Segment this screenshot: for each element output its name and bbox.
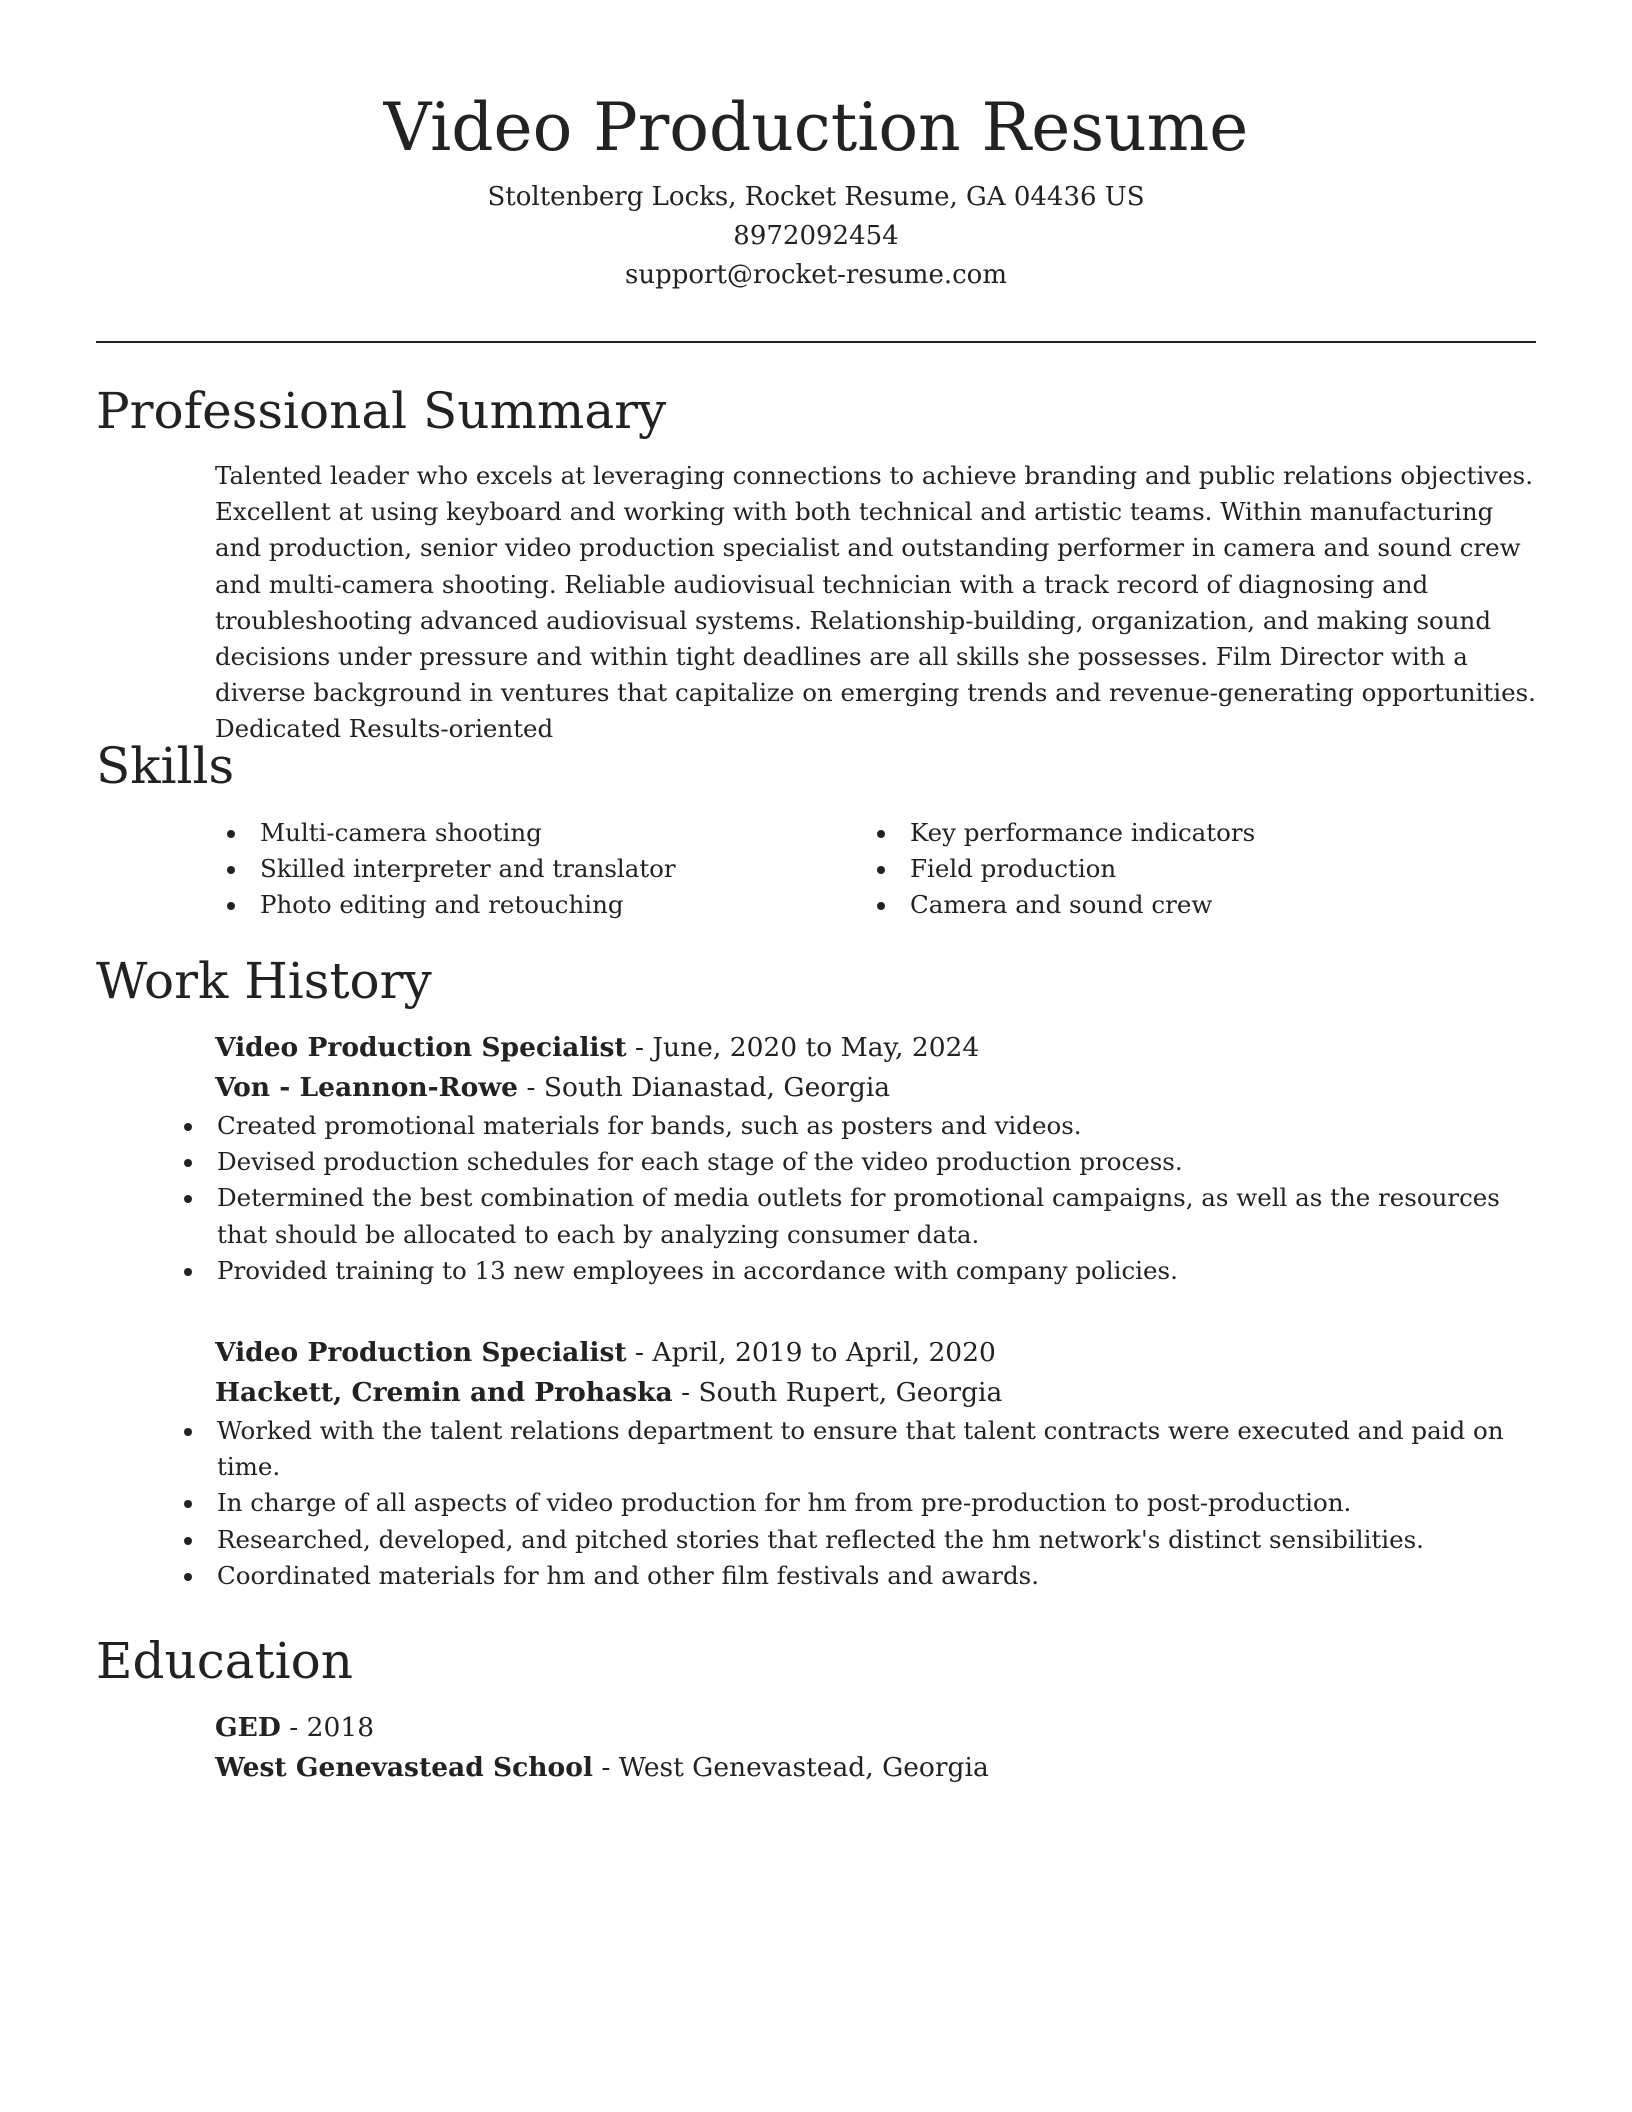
job-location: - South Rupert, Georgia	[672, 1377, 1003, 1408]
summary-text: Talented leader who excels at leveraging connections to achieve branding and public relations objectives. Excellent at using keyboard and working with both technical and artistic teams. Within manufacturing and production, senior video production specialist and outstanding performer in camera and sound crew and multi-camera shooting. Reliable audiovisual technician with a track record of diagnosing and troubleshooting advanced audiovisual systems. Relationship-building, organization, and making sound decisions under pressure and within tight deadlines are all skills she possesses. Film Director with a diverse background in ventures that capitalize on emerging trends and revenue-generating opportunities. Dedicated Results-oriented	[215, 461, 1536, 744]
work-history-heading: Work History	[96, 952, 432, 1010]
education-entry	[215, 1708, 1541, 1788]
skill-item: Photo editing and retouching	[215, 887, 865, 923]
skills-column-right	[865, 815, 1515, 924]
education-degree-line	[215, 1708, 1541, 1748]
job-role: Video Production Specialist	[215, 1032, 627, 1063]
job-duty: Determined the best combination of media outlets for promotional campaigns, as well as the resources that should be allocated to each by analyzing consumer data.	[172, 1180, 1541, 1252]
skill-item: Multi-camera shooting	[215, 815, 865, 851]
job-duties	[172, 1413, 1541, 1594]
education-degree: GED	[215, 1712, 281, 1743]
education-school: West Genevastead School	[215, 1752, 593, 1783]
resume-title: Video Production Resume	[383, 89, 1249, 166]
job-duty: Created promotional materials for bands, such as posters and videos.	[172, 1108, 1541, 1144]
job-duties	[172, 1108, 1541, 1289]
job-entry	[215, 1028, 1541, 1289]
job-company: Hackett, Cremin and Prohaska	[215, 1377, 673, 1408]
summary-heading: Professional Summary	[96, 382, 667, 440]
job-duty: Coordinated materials for hm and other film festivals and awards.	[172, 1558, 1541, 1594]
job-duty: In charge of all aspects of video production for hm from pre-production to post-production.	[172, 1485, 1541, 1521]
resume-header	[96, 82, 1536, 295]
email: support@rocket-resume.com	[624, 260, 1007, 290]
header-divider	[96, 341, 1536, 343]
job-location: - South Dianastad, Georgia	[518, 1072, 891, 1103]
job-dates: - April, 2019 to April, 2020	[626, 1337, 996, 1368]
education-heading: Education	[96, 1632, 353, 1690]
job-company: Von - Leannon-Rowe	[215, 1072, 519, 1103]
job-dates: - June, 2020 to May, 2024	[626, 1032, 980, 1063]
skill-item: Field production	[865, 851, 1515, 887]
job-duty: Devised production schedules for each stage of the video production process.	[172, 1144, 1541, 1180]
skills-heading: Skills	[96, 737, 235, 795]
job-title-line	[215, 1333, 1541, 1373]
job-company-line	[215, 1068, 1541, 1108]
job-duty: Provided training to 13 new employees in accordance with company policies.	[172, 1253, 1541, 1289]
job-entry	[215, 1333, 1541, 1594]
skills-column-left	[215, 815, 865, 924]
skills-list	[215, 815, 1541, 924]
skill-item: Camera and sound crew	[865, 887, 1515, 923]
education-school-line	[215, 1748, 1541, 1788]
job-duty: Worked with the talent relations department to ensure that talent contracts were executed and paid on time.	[172, 1413, 1541, 1485]
education-location: - West Genevastead, Georgia	[592, 1752, 989, 1783]
job-company-line	[215, 1373, 1541, 1413]
address: Stoltenberg Locks, Rocket Resume, GA 04436 US	[487, 182, 1145, 212]
contact-info	[96, 178, 1536, 295]
job-duty: Researched, developed, and pitched stories that reflected the hm network's distinct sensibilities.	[172, 1522, 1541, 1558]
job-title-line	[215, 1028, 1541, 1068]
job-role: Video Production Specialist	[215, 1337, 627, 1368]
education-year: - 2018	[280, 1712, 375, 1743]
phone: 8972092454	[733, 221, 899, 251]
skill-item: Skilled interpreter and translator	[215, 851, 865, 887]
skill-item: Key performance indicators	[865, 815, 1515, 851]
